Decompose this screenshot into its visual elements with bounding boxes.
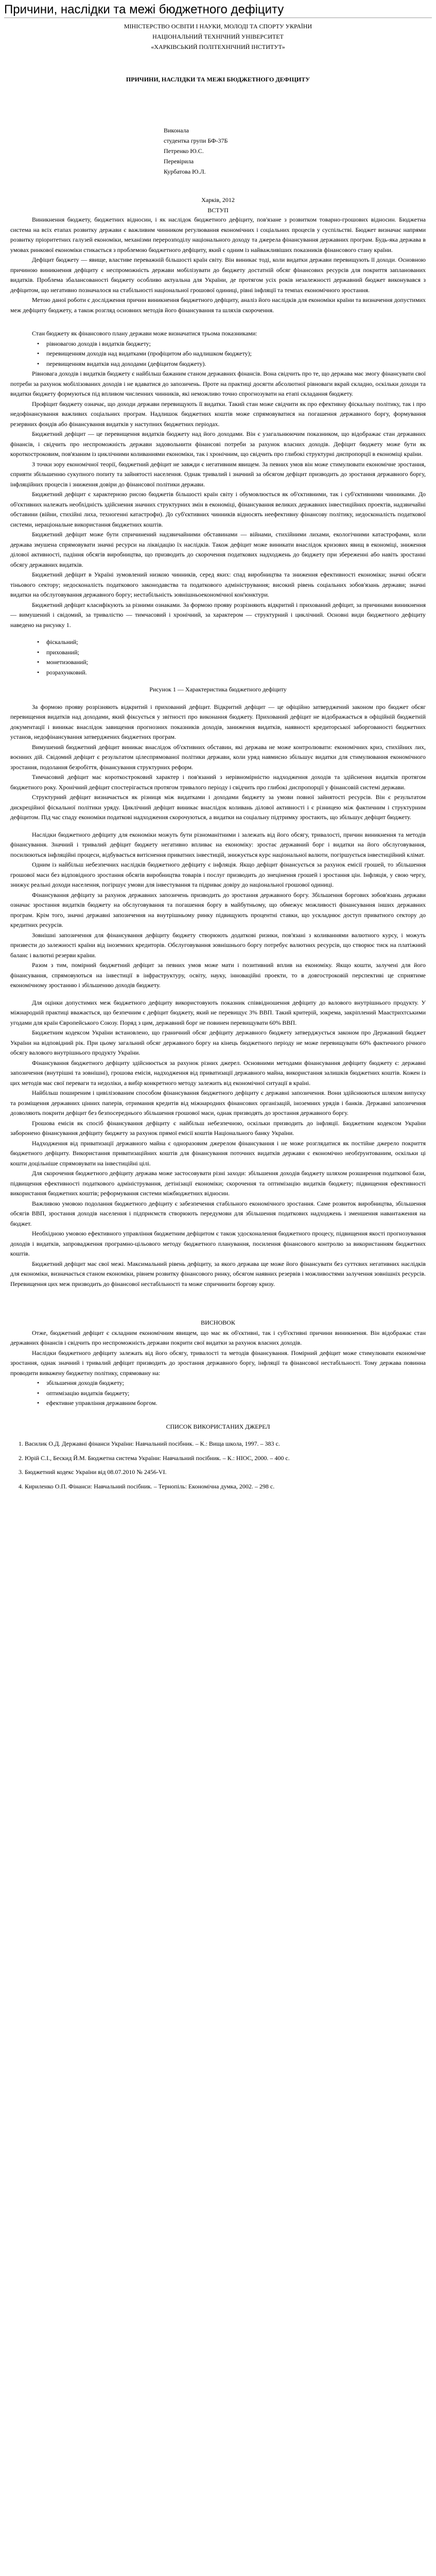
paragraph: Рівновага доходів і видатків бюджету є найбільш бажаним станом державних фінансів. Вона свідчить про те, що держава має змогу фінансувати свої потреби за рахунок мобілізованих доходів і не вдаватися до запозичень. Проте на практиці досягти абсолютної рівноваги вкрай складно, оскільки доходи та видатки бюджету формуються під впливом численних чинників, які неможливо точно спрогнозувати на етапі складання бюджету.	[10, 370, 426, 397]
paragraph: Для скорочення бюджетного дефіциту держава може застосовувати різні заходи: збільшення доходів бюджету шляхом розширення податкової бази, підвищення ефективності податкового адміністрування, детінізації економіки; скорочення та оптимізацію видатків бюджету; підвищення ефективності використання бюджетних коштів; реформування системи міжбюджетних відносин.	[10, 1170, 426, 1197]
paragraph: Для оцінки допустимих меж бюджетного дефіциту використовують показник співвідношення дефіциту до валового внутрішнього продукту. У міжнародній практиці вважається, що безпечним є дефіцит бюджету, який не перевищує 3% ВВП. Такий критерій, зокрема, закріплений Маастрихтськими угодами для країн Європейського Союзу. Поряд з цим, державний борг не повинен перевищувати 60% ВВП.	[10, 998, 426, 1026]
paragraph: Виникнення бюджету, бюджетних відносин, і як наслідок бюджетного дефіциту, пов'язане з розвитком товарно-грошових відносин. Бюджетна система на всіх етапах розвитку держави є важливим чинником регулювання економічних і соціальних процесів у суспільстві. Бюджет визначає напрями розвитку пріоритетних галузей економіки, механізми перерозподілу національного доходу та джерела фінансування державних програм. Будь-яка держава в умовах ринкової економіки стикається з проблемою бюджетного дефіциту, який є одним із найважливіших показників фінансового стану країни.	[10, 216, 426, 253]
paragraph: Бюджетний дефіцит є характерною рисою бюджетів більшості країн світу і обумовлюється як об'єктивними, так і суб'єктивними чинниками. До об'єктивних належать необхідність здійснення значних структурних змін в економіці, фінансування великих державних інвестиційних проектів, надзвичайні обставини (війни, стихійні лиха, техногенні катастрофи). До суб'єктивних чинників відносять неефективну фінансову політику, недосконалість податкової системи, нераціональне використання бюджетних коштів.	[10, 490, 426, 528]
body-section-c	[10, 702, 426, 823]
list-item: • ефективне управління державним боргом.	[46, 1398, 426, 1409]
paragraph: Дефіцит бюджету — явище, властиве переважній більшості країн світу. Він виникає тоді, коли видатки держави перевищують її доходи. Основною причиною виникнення дефіциту є неспроможність держави мобілізувати до бюджету достатній обсяг фінансових ресурсів для покриття запланованих видатків. Проблема збалансованості бюджету особливо актуальна для України, де протягом усіх років незалежності державний бюджет виконувався з дефіцитом, що негативно позначалося на стабільності національної грошової одиниці, рівні інфляції та темпах економічного зростання.	[10, 256, 426, 294]
paragraph: За формою прояву розрізняють відкритий і прихований дефіцит. Відкритий дефіцит — це офіційно затверджений законом про бюджет обсяг перевищення видатків над доходами, який фіксується у звітності про виконання бюджету. Прихований дефіцит не відображається в офіційній бюджетній документації і виникає внаслідок завищення прогнозних показників доходів, заниження видатків, наявності кредиторської заборгованості бюджетних установ, недофінансування затверджених бюджетних програм.	[10, 703, 426, 740]
figure-item: • монетизований;	[46, 657, 426, 668]
paragraph: Бюджетний дефіцит має свої межі. Максимальний рівень дефіциту, за якого держава ще може його фінансувати без суттєвих негативних наслідків для економіки, визначається станом економіки, рівнем розвитку фінансового ринку, обсягом наявних резервів і можливостями залучення зовнішніх ресурсів. Перевищення цих меж призводить до фінансової нестабільності та може спричинити боргову кризу.	[10, 1260, 426, 1287]
conclusions-list	[10, 1378, 426, 1409]
reference-item: 1. Василик О.Д. Державні фінанси України: Навчальний посібник. – К.: Вища школа, 1997. – 383 с.	[25, 1439, 426, 1449]
references-list	[10, 1439, 426, 1492]
paragraph: Необхідною умовою ефективного управління бюджетним дефіцитом є також удосконалення бюджетного процесу, підвищення якості прогнозування доходів і видатків, запровадження програмно-цільового методу бюджетного планування, посилення фінансового контролю за використанням бюджетних коштів.	[10, 1230, 426, 1257]
paragraph: Вимушений бюджетний дефіцит виникає внаслідок об'єктивних обставин, які держава не може контролювати: економічних криз, стихійних лих, воєнних дій. Свідомий дефіцит є результатом цілеспрямованої політики держави, коли уряд навмисно збільшує видатки для стимулювання економічного зростання, подолання безробіття, фінансування структурних реформ.	[10, 743, 426, 771]
figure-item: • прихований;	[46, 648, 426, 658]
paragraph: Бюджетний дефіцит — це перевищення видатків бюджету над його доходами. Він є узагальнюючим показником, що відображає стан державних фінансів, і свідчить про неспроможність держави задовольнити фінансові потреби за рахунок власних доходів. Дефіцит бюджету може бути як короткостроковим, пов'язаним із циклічними коливаннями економіки, так і хронічним, що свідчить про глибокі структурні диспропорції в економіці країни.	[10, 430, 426, 457]
list-item: • оптимізацію видатків бюджету;	[46, 1388, 426, 1399]
intro-section	[10, 215, 426, 315]
essay-content	[0, 18, 436, 1492]
paragraph: Стан бюджету як фінансового плану держави може визначатися трьома показниками:	[32, 330, 257, 337]
figure-item: • розрахунковий.	[46, 668, 426, 678]
institute-line: «ХАРКІВСЬКИЙ ПОЛІТЕХНІЧНИЙ ІНСТИТУТ»	[151, 43, 285, 50]
figure-items-list	[10, 637, 426, 677]
signature-block	[164, 125, 426, 177]
body-section-e	[10, 998, 426, 1290]
ministry-line: МІНІСТЕРСТВО ОСВІТИ І НАУКИ, МОЛОДІ ТА СПОРТУ УКРАЇНИ	[124, 23, 312, 30]
paragraph: Разом з тим, помірний бюджетний дефіцит за певних умов може мати і позитивний вплив на економіку. Якщо кошти, залучені для його фінансування, спрямовуються на інвестиції в інфраструктуру, освіту, науку, інноваційні проекти, то в довгостроковій перспективі це сприятиме економічному зростанню і збільшенню доходів бюджету.	[10, 961, 426, 989]
city-year: Харків, 2012	[201, 196, 235, 204]
paragraph: Грошова емісія як спосіб фінансування дефіциту є найбільш небезпечною, оскільки призводить до інфляції. Бюджетним кодексом України заборонено фінансування дефіциту бюджету за рахунок прямої емісії коштів Національного банку України.	[10, 1119, 426, 1137]
paragraph: Структурний дефіцит визначається як різниця між видатками і доходами бюджету за умови повної зайнятості ресурсів. Він є результатом дискреційної фіскальної політики уряду. Циклічний дефіцит виникає внаслідок коливань ділової активності і є різницею між фактичним і структурним дефіцитом. Під час спаду економіки податкові надходження скорочуються, а видатки на соціальну підтримку зростають, що збільшує дефіцит бюджету.	[10, 793, 426, 821]
paragraph: Бюджетним кодексом України встановлено, що граничний обсяг дефіциту державного бюджету затверджується законом про Державний бюджет України на відповідний рік. При цьому загальний обсяг державного боргу на кінець бюджетного періоду не може перевищувати 60% фактичного річного обсягу валового внутрішнього продукту України.	[10, 1029, 426, 1056]
conclusions-section	[10, 1328, 426, 1379]
signature-line: Виконала	[164, 127, 189, 134]
list-item: • рівновагою доходів і видатків бюджету;	[46, 339, 426, 349]
paragraph: Зовнішні запозичення для фінансування дефіциту бюджету створюють додаткові ризики, пов'язані з коливаннями валютного курсу, і можуть призвести до залежності країни від іноземних кредиторів. Обслуговування зовнішнього боргу потребує валютних ресурсів, що створює тиск на платіжний баланс і валютні резерви країни.	[10, 931, 426, 959]
paragraph: Важливою умовою подолання бюджетного дефіциту є забезпечення стабільного економічного зростання. Саме розвиток виробництва, збільшення обсягів ВВП, зростання доходів населення і підприємств створюють передумови для збільшення податкових надходжень і зменшення навантаження на бюджет.	[10, 1199, 426, 1227]
paragraph: З точки зору економічної теорії, бюджетний дефіцит не завжди є негативним явищем. За певних умов він може стимулювати економічне зростання, сприяти збільшенню сукупного попиту та зайнятості населення. Однак тривалий і значний за обсягом дефіцит призводить до зростання державного боргу, інфляційних процесів і зниження довіри до фінансової політики держави.	[10, 460, 426, 488]
paragraph: Наслідки бюджетного дефіциту для економіки можуть бути різноманітними і залежать від його обсягу, тривалості, причин виникнення та методів фінансування. Значний і тривалий дефіцит бюджету негативно впливає на економіку: зростає державний борг і видатки на його обслуговування, посилюються інфляційні процеси, відбувається витіснення приватних інвестицій, знижується курс національної валюти, погіршується інвестиційний клімат.	[10, 831, 426, 858]
essay-topic: ПРИЧИНИ, НАСЛІДКИ ТА МЕЖІ БЮДЖЕТНОГО ДЕФІЦИТУ	[126, 76, 310, 83]
list-item: • перевищенням видатків над доходами (дефіцитом бюджету).	[46, 359, 426, 369]
paragraph: Бюджетний дефіцит в Україні зумовлений низкою чинників, серед яких: спад виробництва та зниження ефективності економіки; значні обсяги тіньового сектору; недосконалість податкового законодавства та податкового адміністрування; високий рівень соціальних зобов'язань держави; значні видатки на обслуговування державного боргу; нестабільність зовнішньоекономічної кон'юнктури.	[10, 571, 426, 598]
references-title: СПИСОК ВИКОРИСТАНИХ ДЖЕРЕЛ	[166, 1422, 270, 1430]
reference-item: 2. Юрій С.І., Бескид Й.М. Бюджетна система України: Навчальний посібник. – К.: НІОС, 2000. – 400 с.	[25, 1453, 426, 1464]
paragraph: Наслідки бюджетного дефіциту залежать від його обсягу, тривалості та методів фінансування. Помірний дефіцит може стимулювати економічне зростання, однак значний і тривалий дефіцит призводить до зростання державного боргу, інфляції та фінансової нестабільності. Тому держава повинна проводити виважену бюджетну політику, спрямовану на:	[10, 1349, 426, 1377]
signature-line: студентка групи БФ-37Б	[164, 137, 228, 144]
body-section-a	[10, 329, 426, 339]
paragraph: Фінансування дефіциту за рахунок державних запозичень призводить до зростання державного боргу. Збільшення боргових зобов'язань держави означає зростання видатків бюджету на обслуговування та погашення боргу в майбутньому, що обмежує можливості фінансування інших державних програм. Крім того, значні державні запозичення на внутрішньому ринку підвищують процентні ставки, що ускладнює доступ приватного сектору до кредитних ресурсів.	[10, 891, 426, 928]
list-item: • перевищенням доходів над видатками (профіцитом або надлишком бюджету);	[46, 349, 426, 359]
paragraph: Бюджетний дефіцит класифікують за різними ознаками. За формою прояву розрізняють відкритий і прихований дефіцит, за причинами виникнення — вимушений і свідомий, за тривалістю — тимчасовий і хронічний, за характером — структурний і циклічний. Основні види бюджетного дефіциту наведено на рисунку 1.	[10, 601, 426, 629]
signature-line: Перевірила	[164, 158, 194, 165]
states-list	[10, 339, 426, 369]
signature-line: Курбатова Ю.Л.	[164, 168, 206, 175]
body-section-b	[10, 369, 426, 630]
paragraph: Профіцит бюджету означає, що доходи держави перевищують її видатки. Такий стан може свідчити як про ефективну фіскальну політику, так і про недофінансування важливих соціальних програм. Надлишок бюджетних коштів може спрямовуватися на погашення державного боргу, формування резервних фондів або фінансування видатків у наступних бюджетних періодах.	[10, 400, 426, 428]
paragraph: Бюджетний дефіцит може бути спричинений надзвичайними обставинами — війнами, стихійними лихами, екологічними катастрофами, коли держава змушена спрямовувати значні ресурси на ліквідацію їх наслідків. Також дефіцит може виникати внаслідок кризових явищ в економіці, зниження ділової активності, падіння обсягів виробництва, що призводить до скорочення податкових надходжень до бюджету при збереженні або навіть зростанні обсягу державних видатків.	[10, 531, 426, 568]
university-line: НАЦІОНАЛЬНИЙ ТЕХНІЧНИЙ УНІВЕРСИТЕТ	[152, 33, 284, 40]
signature-line: Петренко Ю.С.	[164, 147, 204, 155]
figure-caption: Рисунок 1 — Характеристика бюджетного дефіциту	[149, 686, 287, 693]
body-section-d	[10, 830, 426, 991]
paragraph: Фінансування бюджетного дефіциту здійснюється за рахунок різних джерел. Основними методами фінансування дефіциту бюджету є: державні запозичення (внутрішні та зовнішні), грошова емісія, надходження від приватизації державного майна, використання залишків бюджетних коштів. Кожен із цих методів має свої переваги та недоліки, а вибір конкретного методу залежить від економічної ситуації в країні.	[10, 1059, 426, 1087]
page-title: Причини, наслідки та межі бюджетного дефіциту	[4, 3, 284, 16]
paragraph: Метою даної роботи є дослідження причин виникнення бюджетного дефіциту, аналіз його наслідків для економіки країни та визначення допустимих меж дефіциту бюджету, а також розгляд основних методів його фінансування та шляхів скорочення.	[10, 296, 426, 314]
paragraph: Найбільш поширеним і цивілізованим способом фінансування бюджетного дефіциту є державні запозичення. Вони здійснюються шляхом випуску та розміщення державних цінних паперів, отримання кредитів від міжнародних фінансових організацій, іноземних урядів і банків. Державні запозичення дозволяють покрити дефіцит без безпосереднього збільшення грошової маси, однак призводять до зростання державного боргу.	[10, 1089, 426, 1116]
figure-item: • фіскальний;	[46, 637, 426, 648]
paragraph: Надходження від приватизації державного майна є одноразовим джерелом фінансування і не може розглядатися як постійне джерело покриття бюджетного дефіциту. Використання приватизаційних коштів для фінансування поточних видатків держави є економічно необґрунтованим, оскільки ці кошти доцільніше спрямовувати на інвестиційні цілі.	[10, 1139, 426, 1167]
paragraph: Одним із найбільш небезпечних наслідків бюджетного дефіциту є інфляція. Якщо дефіцит фінансується за рахунок емісії грошей, то збільшення грошової маси без відповідного зростання обсягів виробництва товарів і послуг призводить до знецінення грошей і зростання цін. Інфляція, у свою чергу, знижує реальні доходи населення, погіршує умови для інвестування та підриває довіру до національної грошової одиниці.	[10, 861, 426, 888]
intro-title: ВСТУП	[207, 207, 229, 214]
paragraph: Отже, бюджетний дефіцит є складним економічним явищем, що має як об'єктивні, так і суб'єктивні причини виникнення. Він відображає стан державних фінансів і свідчить про неспроможність держави покрити свої видатки за рахунок власних доходів.	[10, 1329, 426, 1346]
conclusions-title: ВИСНОВОК	[201, 1319, 235, 1326]
paragraph: Тимчасовий дефіцит має короткостроковий характер і пов'язаний з нерівномірністю надходження доходів та здійснення видатків протягом бюджетного року. Хронічний дефіцит спостерігається протягом тривалого періоду і свідчить про глибокі диспропорції у фінансовій системі держави.	[10, 773, 426, 791]
reference-item: 4. Кириленко О.П. Фінанси: Навчальний посібник. – Тернопіль: Економічна думка, 2002. – 298 с.	[25, 1482, 426, 1492]
list-item: • збільшення доходів бюджету;	[46, 1378, 426, 1388]
reference-item: 3. Бюджетний кодекс України від 08.07.2010 № 2456-VI.	[25, 1467, 426, 1478]
